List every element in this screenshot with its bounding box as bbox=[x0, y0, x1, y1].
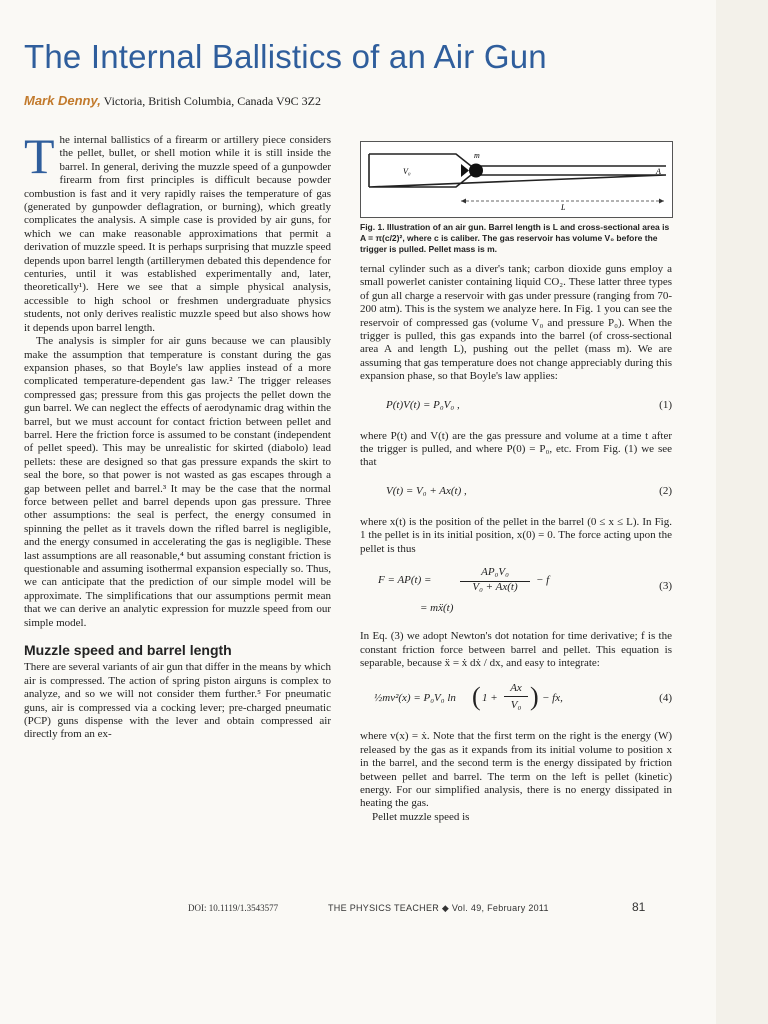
equation-3-denominator: V₀ + Ax(t) bbox=[472, 581, 518, 594]
equation-3-newton: = mẍ(t) bbox=[420, 602, 454, 615]
footer-doi: DOI: 10.1119/1.3543577 bbox=[188, 903, 279, 913]
equation-3-lhs: F = AP(t) = bbox=[378, 574, 432, 587]
author-affiliation: Victoria, British Columbia, Canada V9C 3Z2 bbox=[103, 94, 321, 108]
right-paragraph-6: Pellet muzzle speed is bbox=[372, 810, 470, 823]
scan-margin bbox=[716, 0, 768, 1024]
section-heading: Muzzle speed and barrel length bbox=[24, 642, 232, 659]
byline bbox=[24, 93, 321, 109]
gun-outline bbox=[369, 154, 666, 187]
intro-text: he internal ballistics of a firearm or artillery piece considers the pellet, bullet, or shell motion while it is still inside the barrel. In general, deriving the muzzle speed of a gunpowder firearm from first principles is difficult because powder combustion is fast and it very rapidly raises the temperature of gas (generated by gunpowder deflagration, or burning), which greatly complicates the analysis. A simple case is provided by air guns, for which we can make reasonable approximations that permit a derivation of muzzle speed. It is perhaps surprising that muzzle speed depends upon barrel length (artillerymen debated this dependence for centuries, until it was established experimentally and, later, theoretically¹). Here we see that a simple physical analysis, accessible to high school or freshmen undergraduate physics students, not only derives realistic muzzle speed but also shows how it depends upon barrel length. bbox=[24, 134, 331, 334]
footer-journal: THE PHYSICS TEACHER ◆ Vol. 49, February 2011 bbox=[328, 903, 549, 913]
label-a: A bbox=[656, 167, 661, 176]
equation-4-friction: − fx, bbox=[542, 692, 563, 705]
label-l: L bbox=[561, 203, 566, 212]
equation-1-expr: P(t)V(t) = P₀V₀ , bbox=[386, 398, 460, 411]
equation-1-number: (1) bbox=[659, 398, 672, 411]
figure-caption: Fig. 1. Illustration of an air gun. Barrel length is L and cross-sectional area is A = π(c/2)², where c is caliber. The gas reservoir has volume V₀ before the trigger is pulled. Pellet mass is m. bbox=[360, 222, 670, 254]
analysis-paragraph: The analysis is simpler for air guns because we can plausibly make the assumption that temperature is constant during the gas expansion phases, so that Boyle's law applies instead of a more complicated temperature-dependent gas law.² The trigger releases compressed gas; pressure from this gas projects the pellet down the gun barrel. We can neglect the effects of aerodynamic drag within the barrel, but we must account for contact friction between pellet and barrel. Here the friction force is assumed to be constant (independent of pellet speed). This may be unrealistic for skirted (diabolo) lead pellets: these are designed so that gas pressure expands the skirt to seal the bore, so that power is not wasted as gas escapes through a gap between pellet and barrel.³ It may be the case that the normal force between pellet and barrel depends upon gas pressure. Three other assumptions: the seal is perfect, the energy consumed in spinning the pellet as it travels down the rifled barrel is negligible, and the energy consumed in accelerating the gas is negligible. These last assumptions are all reasonable,⁴ but assuming constant friction is questionable and assuming isothermal expansion especially so. Thus, we can anticipate that the prediction of our simple model will be approximate. The simplifications that our assumptions permit mean that we can derive an analytic expression for muzzle speed from our simple model. bbox=[24, 335, 331, 629]
air-gun-diagram bbox=[361, 142, 672, 217]
label-v0: V₀ bbox=[403, 167, 411, 176]
equation-1 bbox=[360, 394, 672, 420]
intro-paragraph bbox=[24, 128, 331, 335]
equation-2-number: (2) bbox=[659, 484, 672, 497]
equation-4: ½mv²(x) = P₀V₀ ln ( 1 + Ax V₀ ) − fx, (4) bbox=[374, 682, 672, 712]
drop-cap: T bbox=[24, 128, 55, 184]
right-paragraph-2: where P(t) and V(t) are the gas pressure and volume at a time t after the trigger is pulled, and where P(0) = P₀, etc. From Fig. (1) we see that bbox=[360, 429, 672, 469]
left-column bbox=[24, 128, 331, 742]
equation-4-numerator: Ax bbox=[504, 682, 528, 696]
page-number: 81 bbox=[632, 900, 646, 914]
right-paragraph-4: In Eq. (3) we adopt Newton's dot notation for time derivative; f is the constant friction force between barrel and pellet. This equation is separable, because ẍ = ẋ dẋ / dx, and easy to integrate: bbox=[360, 630, 672, 669]
article-title: The Internal Ballistics of an Air Gun bbox=[24, 38, 547, 75]
equation-3-friction: − f bbox=[536, 574, 550, 587]
equation-2 bbox=[360, 480, 672, 506]
right-paragraph-1: ternal cylinder such as a diver's tank; carbon dioxide guns employ a small powerlet canister containing liquid CO₂. These latter three types of gun all charge a reservoir with gas under pressure (ranging from 70-200 atm). This is the system we analyze here. In Fig. 1 you can see the reservoir of compressed gas (volume V₀ and pressure P₀). When the trigger is pulled, this gas expands into the barrel (of cross-sectional area A and length L), pushing out the pellet (mass m). We are assuming that gas temperature does not change appreciably during this expansion phase, so that Boyle's law applies: bbox=[360, 263, 672, 383]
pellet bbox=[469, 164, 483, 178]
right-paragraph-5: where v(x) = ẋ. Note that the first term on the right is the energy (W) released by the gas as it expands from its initial volume to position x in the barrel, and the second term is the energy dissipated by friction between pellet and barrel. The term on the left is pellet (kinetic) energy. For our simplified analysis, there is no energy dissipated in heating the gas. bbox=[360, 730, 672, 810]
label-m: m bbox=[474, 151, 480, 160]
section-paragraph: There are several variants of air gun that differ in the means by which air is compressed. The action of spring piston airguns is complex to analyze, and so we will not consider them further.⁵ For pneumatic guns, air is compressed via a cocking lever; pre-charged pneumatic (PCP) guns dispense with the lever and obtain compressed air directly from an ex- bbox=[24, 661, 331, 741]
equation-4-number: (4) bbox=[659, 692, 672, 705]
equation-3 bbox=[360, 566, 672, 620]
right-paragraph-3: where x(t) is the position of the pellet in the barrel (0 ≤ x ≤ L). In Fig. 1 the pellet is in its initial position, x(0) = 0. The force acting upon the pellet is thus bbox=[360, 515, 672, 555]
author-name: Mark Denny, bbox=[24, 93, 101, 108]
right-column bbox=[360, 263, 672, 824]
equation-4-inner: 1 + bbox=[482, 692, 498, 705]
pellet-skirt bbox=[461, 164, 469, 177]
equation-4-lhs: ½mv²(x) = P₀V₀ ln bbox=[374, 692, 456, 705]
equation-2-expr: V(t) = V₀ + Ax(t) , bbox=[386, 484, 467, 497]
equation-3-numerator: AP₀V₀ bbox=[460, 566, 530, 581]
equation-4-denominator: V₀ bbox=[510, 699, 522, 712]
equation-3-number: (3) bbox=[659, 580, 672, 593]
air-gun-figure bbox=[360, 141, 673, 218]
